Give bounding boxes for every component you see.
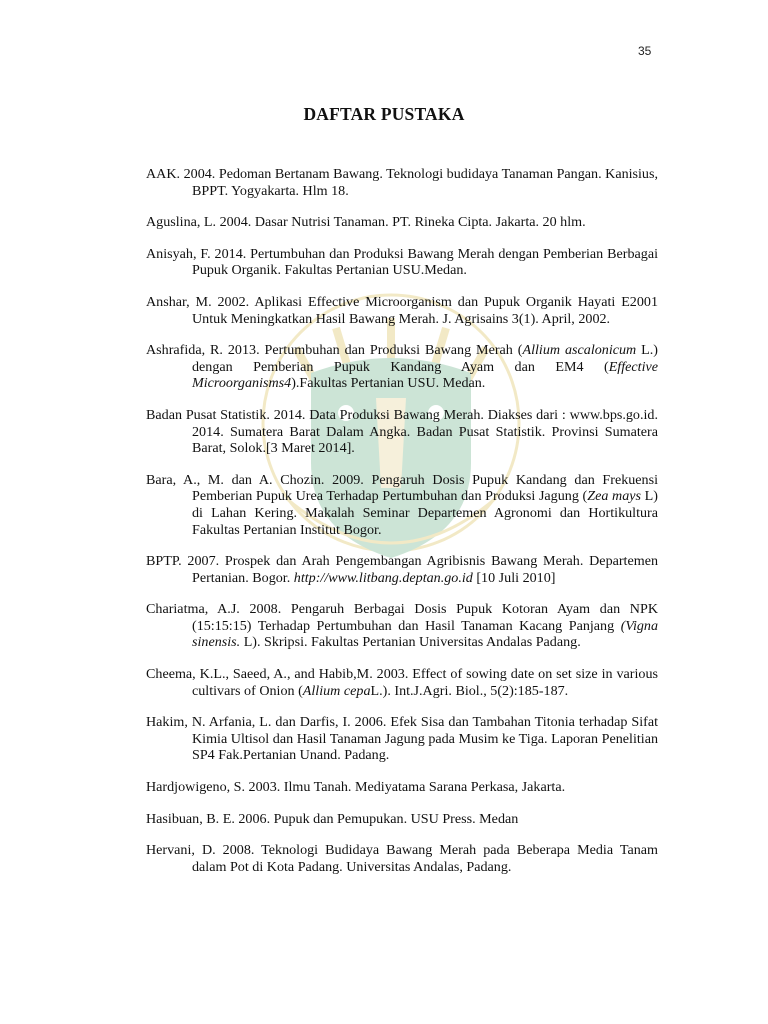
- reference-text: BPTP. 2007. Prospek dan Arah Pengembangan Agribisnis Bawang Merah. Departemen Pertanian. Bogor.: [146, 553, 658, 586]
- reference-text: Anshar, M. 2002. Aplikasi Effective Microorganism dan Pupuk Organik Hayati E2001 Untuk Meningkatkan Hasil Bawang Merah. J. Agrisains 3(1). April, 2002.: [146, 293, 658, 327]
- reference-entry: [146, 714, 658, 764]
- reference-text: L). Skripsi. Fakultas Pertanian Universitas Andalas Padang.: [240, 634, 581, 651]
- reference-entry: [146, 842, 658, 875]
- reference-text: Hakim, N. Arfania, L. dan Darfis, I. 2006. Efek Sisa dan Tambahan Titonia terhadap Sifat Kimia Ultisol dan Hasil Tanaman Jagung pada Musim ke Tiga. Laporan Penelitian SP4 Fak.Pertanian Unand. Padang.: [146, 714, 658, 764]
- reference-text: Hasibuan, B. E. 2006. Pupuk dan Pemupukan. USU Press. Medan: [146, 810, 519, 827]
- reference-entry: [146, 166, 658, 199]
- reference-italic-text: Allium ascalonicum: [522, 342, 637, 359]
- reference-text: Cheema, K.L., Saeed, A., and Habib,M. 2003. Effect of sowing date on set size in various cultivars of Onion (: [146, 666, 658, 699]
- reference-entry: [146, 811, 658, 828]
- reference-entry: [146, 342, 658, 392]
- reference-entry: [146, 666, 658, 699]
- reference-text: AAK. 2004. Pedoman Bertanam Bawang. Teknologi budidaya Tanaman Pangan. Kanisius, BPPT. Yogyakarta. Hlm 18.: [146, 166, 658, 199]
- reference-entry: [146, 214, 658, 231]
- reference-text: Ashrafida, R. 2013. Pertumbuhan dan Produksi Bawang Merah (: [146, 342, 523, 359]
- reference-entry: [146, 472, 658, 538]
- reference-text: Chariatma, A.J. 2008. Pengaruh Berbagai Dosis Pupuk Kotoran Ayam dan NPK (15:15:15) Terhadap Pertumbuhan dan Hasil Tanaman Kacang Panjang: [146, 601, 658, 634]
- reference-italic-text: (Vigna sinensis.: [192, 617, 658, 651]
- reference-entry: [146, 407, 658, 457]
- reference-italic-text: Allium cepa: [302, 682, 371, 699]
- page-title: DAFTAR PUSTAKA: [303, 104, 465, 124]
- reference-text: Badan Pusat Statistik. 2014. Data Produksi Bawang Merah. Diakses dari : www.bps.go.id. 2014. Sumatera Barat Dalam Angka. Badan Pusat Statistik. Provinsi Sumatera Barat, Solok.[3 Maret 2014].: [146, 406, 658, 457]
- reference-entry: [146, 779, 658, 796]
- reference-entry: [146, 601, 658, 651]
- reference-text: Anisyah, F. 2014. Pertumbuhan dan Produksi Bawang Merah dengan Pemberian Berbagai Pupuk Organik. Fakultas Pertanian USU.Medan.: [146, 245, 658, 279]
- reference-text: Hardjowigeno, S. 2003. Ilmu Tanah. Mediyatama Sarana Perkasa, Jakarta.: [146, 779, 566, 796]
- page-number: 35: [638, 44, 652, 58]
- reference-entry: [146, 294, 658, 327]
- reference-text: L) di Lahan Kering. Makalah Seminar Departemen Agronomi dan Hortikultura Fakultas Pertanian Institut Bogor.: [192, 488, 658, 538]
- reference-text: L.) dengan Pemberian Pupuk Kandang Ayam dan EM4 (: [192, 342, 658, 375]
- reference-italic-text: http://www.litbang.deptan.go.id: [293, 569, 473, 586]
- reference-entry: [146, 553, 658, 586]
- reference-text: Bara, A., M. dan A. Chozin. 2009. Pengaruh Dosis Pupuk Kandang dan Frekuensi Pemberian Pupuk Urea Terhadap Pertumbuhan dan Produksi Jagung (: [146, 471, 658, 505]
- reference-text: Aguslina, L. 2004. Dasar Nutrisi Tanaman. PT. Rineka Cipta. Jakarta. 20 hlm.: [146, 214, 586, 231]
- reference-text: Hervani, D. 2008. Teknologi Budidaya Bawang Merah pada Beberapa Media Tanam dalam Pot di Kota Padang. Universitas Andalas, Padang.: [146, 842, 658, 875]
- reference-entry: [146, 246, 658, 279]
- reference-list: [146, 166, 658, 890]
- reference-text: ).Fakultas Pertanian USU. Medan.: [291, 375, 486, 392]
- reference-italic-text: Effective Microorganisms4: [192, 358, 658, 392]
- reference-text: [10 Juli 2010]: [472, 569, 556, 586]
- reference-italic-text: Zea mays: [587, 488, 642, 505]
- reference-text: L.). Int.J.Agri. Biol., 5(2):185-187.: [370, 682, 569, 699]
